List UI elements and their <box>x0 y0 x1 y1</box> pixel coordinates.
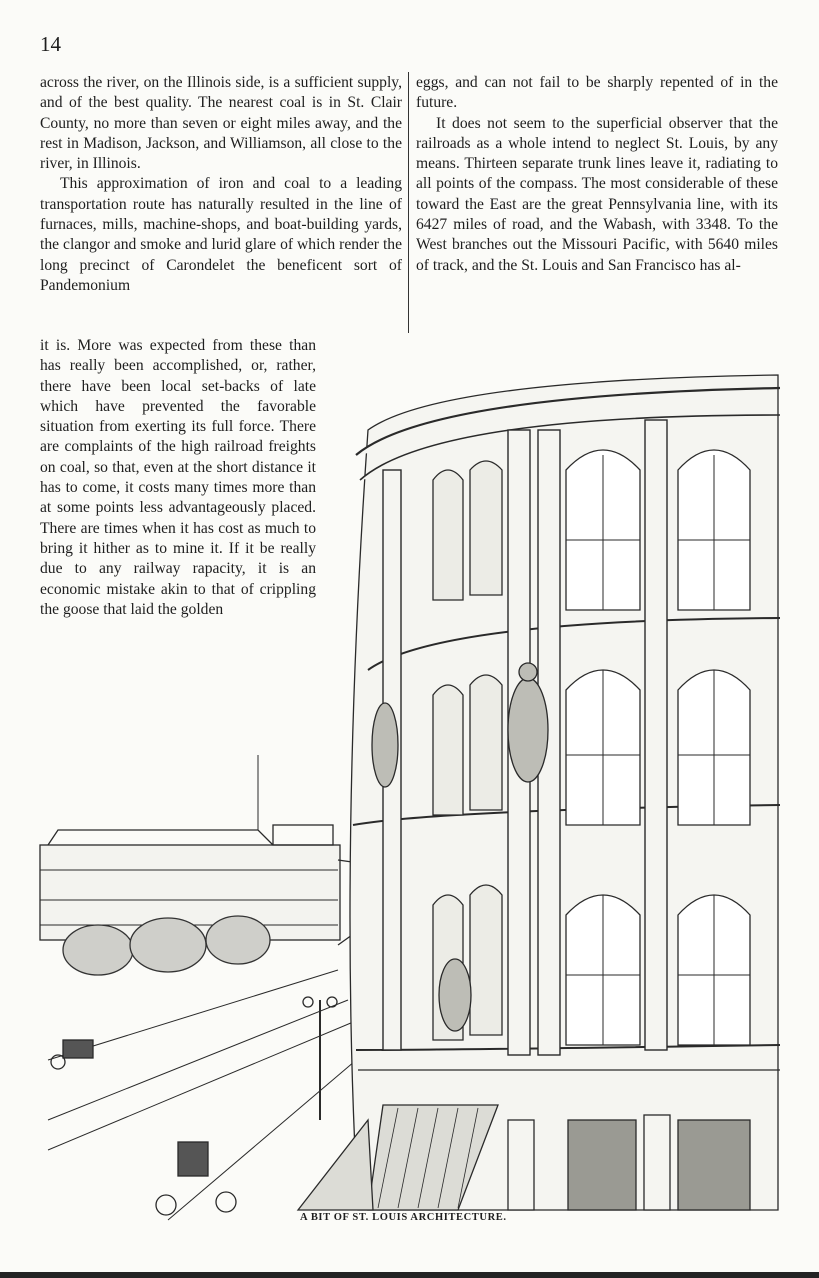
paragraph: it is. More was expected from these than has really been accomplished, or, rather, there have been local set-backs of late which have prevented the favorable situation from exerting its full force. There are complaints of the high railroad freights on coal, so that, even at the short distance it has to come, it costs many times more than at some points less advantageously placed. There are times when it has cost as much to bring it hither as to mine it. If it be really due to any railway rapacity, it is an economic mistake akin to that of crippling the goose that laid the golden <box>40 337 316 618</box>
page-number: 14 <box>40 32 61 56</box>
paragraph: across the river, on the Illinois side, is a sufficient supply, and of the best quality. The nearest coal is in St. Clair County, no more than seven or eight miles away, and the rest in Madison, Jackson, and Williamson, all close to the river, in Illinois. <box>40 74 402 173</box>
illustration-caption: A BIT OF ST. LOUIS ARCHITECTURE. <box>300 1212 507 1223</box>
ornate-building <box>298 375 780 1210</box>
column-rule <box>408 72 409 333</box>
paragraph: This approximation of iron and coal to a leading transportation route has naturally resulted in the line of furnaces, mills, machine-shops, and boat-building yards, the clangor and smoke and lurid glare of which render the long precinct of Carondelet the beneficent sort of Pandemonium <box>40 175 402 294</box>
carriage <box>51 1040 236 1215</box>
paragraph: It does not seem to the superficial observer that the railroads as a whole intend to neglect St. Louis, by any means. Thirteen separate trunk lines leave it, radiating to all points of the compass. The most considerable of these toward the East are the great Pennsylvania line, with its 6427 miles of road, and the Wabash, with 3348. To the West branches out the Missouri Pacific, with 5640 miles of track, and the St. Louis and San Francisco has al- <box>416 114 778 274</box>
background-buildings <box>40 755 373 945</box>
right-column <box>416 73 778 276</box>
paragraph: eggs, and can not fail to be sharply repented of in the future. <box>416 74 778 112</box>
left-column-top <box>40 73 402 296</box>
page-bottom-edge <box>0 1272 819 1278</box>
architecture-illustration <box>38 360 788 1240</box>
trees <box>63 916 270 975</box>
